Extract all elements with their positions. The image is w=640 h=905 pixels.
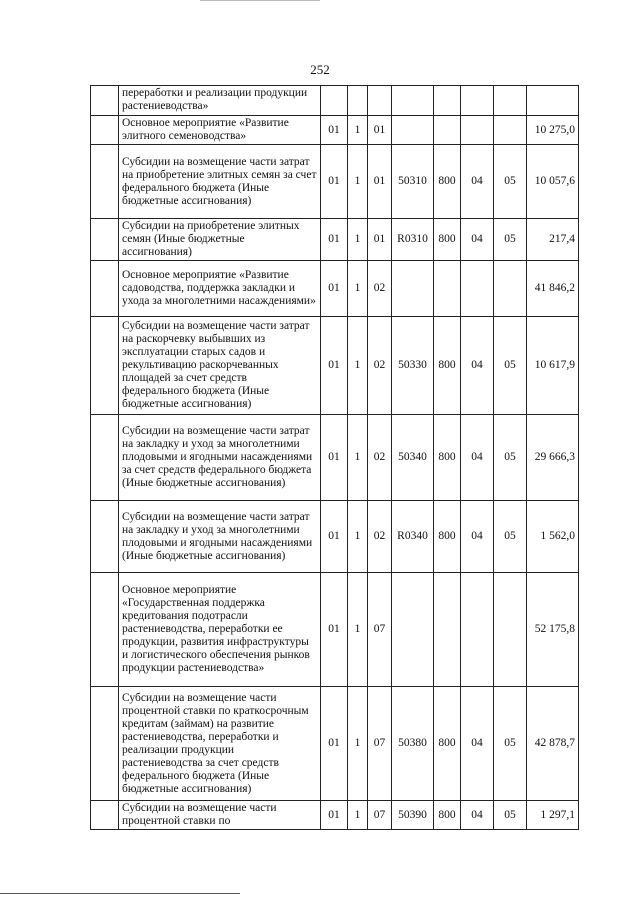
code-cell: 01 (321, 801, 348, 830)
table-row (91, 801, 579, 830)
section-cell (461, 573, 494, 687)
blank-cell (91, 116, 119, 145)
expense-type-cell: 800 (434, 145, 461, 219)
blank-cell (91, 415, 119, 501)
table-row (91, 86, 579, 116)
target-article-cell: R0340 (392, 501, 434, 573)
description-cell: Субсидии на возмещение части процентной ставки по краткосрочным кредитам (займам) на развитие растениеводства, переработки и реализации продукции растениеводства за счет средств федерального бюджета (Иные бюджетные ассигнования) (119, 687, 321, 801)
subsection-cell: 05 (494, 687, 527, 801)
table-row (91, 415, 579, 501)
subsection-cell (494, 86, 527, 116)
section-cell: 04 (461, 687, 494, 801)
expense-type-cell: 800 (434, 415, 461, 501)
expense-type-cell (434, 86, 461, 116)
target-article-cell: 50330 (392, 317, 434, 415)
subsection-cell: 05 (494, 317, 527, 415)
scan-artifact-bottom (0, 893, 240, 894)
blank-cell (91, 687, 119, 801)
expense-type-cell (434, 116, 461, 145)
target-article-cell (392, 86, 434, 116)
section-cell: 04 (461, 317, 494, 415)
blank-cell (91, 573, 119, 687)
code-cell: 01 (321, 415, 348, 501)
description-cell: Субсидии на возмещение части затрат на раскорчевку выбывших из эксплуатации старых садов и рекультивацию раскорчеванных площадей за счет средств федерального бюджета (Иные бюджетные ассигнования) (119, 317, 321, 415)
code-cell: 01 (321, 573, 348, 687)
table-body (91, 86, 579, 830)
blank-cell (91, 317, 119, 415)
expense-type-cell: 800 (434, 687, 461, 801)
code-cell: 01 (321, 145, 348, 219)
code-cell: 01 (368, 145, 392, 219)
code-cell: 1 (348, 501, 368, 573)
subsection-cell: 05 (494, 415, 527, 501)
description-cell: переработки и реализации продукции растениеводства» (119, 86, 321, 116)
amount-cell: 41 846,2 (527, 261, 579, 317)
subsection-cell: 05 (494, 219, 527, 261)
amount-cell: 29 666,3 (527, 415, 579, 501)
code-cell (321, 86, 348, 116)
section-cell: 04 (461, 219, 494, 261)
code-cell: 1 (348, 145, 368, 219)
code-cell (368, 86, 392, 116)
table-row (91, 317, 579, 415)
code-cell: 02 (368, 415, 392, 501)
description-cell: Субсидии на возмещение части затрат на закладку и уход за многолетними плодовыми и ягодными насаждениями (Иные бюджетные ассигнования) (119, 501, 321, 573)
code-cell: 1 (348, 801, 368, 830)
target-article-cell: R0310 (392, 219, 434, 261)
expense-type-cell (434, 261, 461, 317)
code-cell: 01 (321, 317, 348, 415)
code-cell: 02 (368, 261, 392, 317)
code-cell: 1 (348, 573, 368, 687)
amount-cell: 1 562,0 (527, 501, 579, 573)
section-cell (461, 116, 494, 145)
blank-cell (91, 801, 119, 830)
code-cell: 1 (348, 116, 368, 145)
amount-cell: 42 878,7 (527, 687, 579, 801)
section-cell: 04 (461, 801, 494, 830)
code-cell: 1 (348, 687, 368, 801)
description-cell: Субсидии на возмещение части процентной ставки по (119, 801, 321, 830)
expense-type-cell: 800 (434, 501, 461, 573)
target-article-cell: 50380 (392, 687, 434, 801)
code-cell: 01 (368, 219, 392, 261)
subsection-cell (494, 261, 527, 317)
target-article-cell (392, 116, 434, 145)
subsection-cell (494, 573, 527, 687)
code-cell: 01 (368, 116, 392, 145)
page-number: 252 (310, 62, 330, 77)
code-cell: 02 (368, 317, 392, 415)
table-row (91, 219, 579, 261)
blank-cell (91, 501, 119, 573)
description-cell: Субсидии на приобретение элитных семян (Иные бюджетные ассигнования) (119, 219, 321, 261)
blank-cell (91, 219, 119, 261)
subsection-cell: 05 (494, 501, 527, 573)
scan-artifact-top (200, 0, 320, 4)
section-cell: 04 (461, 145, 494, 219)
amount-cell: 10 617,9 (527, 317, 579, 415)
target-article-cell: 50340 (392, 415, 434, 501)
amount-cell: 1 297,1 (527, 801, 579, 830)
amount-cell: 52 175,8 (527, 573, 579, 687)
section-cell (461, 261, 494, 317)
section-cell (461, 86, 494, 116)
description-cell: Основное мероприятие «Государственная поддержка кредитования подотрасли растениеводства, переработки ее продукции, развития инфраструктуры и логистического обеспечения рынков продукции растениеводства» (119, 573, 321, 687)
code-cell (348, 86, 368, 116)
budget-table (90, 85, 579, 830)
code-cell: 1 (348, 219, 368, 261)
code-cell: 01 (321, 501, 348, 573)
blank-cell (91, 145, 119, 219)
code-cell: 1 (348, 317, 368, 415)
code-cell: 01 (321, 261, 348, 317)
expense-type-cell: 800 (434, 219, 461, 261)
blank-cell (91, 261, 119, 317)
target-article-cell (392, 261, 434, 317)
table-row (91, 261, 579, 317)
code-cell: 02 (368, 501, 392, 573)
code-cell: 07 (368, 801, 392, 830)
description-cell: Субсидии на возмещение части затрат на приобретение элитных семян за счет федерального бюджета (Иные бюджетные ассигнования) (119, 145, 321, 219)
target-article-cell (392, 573, 434, 687)
amount-cell: 217,4 (527, 219, 579, 261)
code-cell: 07 (368, 687, 392, 801)
expense-type-cell (434, 573, 461, 687)
code-cell: 1 (348, 261, 368, 317)
amount-cell: 10 057,6 (527, 145, 579, 219)
section-cell: 04 (461, 501, 494, 573)
amount-cell (527, 86, 579, 116)
table-row (91, 687, 579, 801)
subsection-cell: 05 (494, 801, 527, 830)
description-cell: Основное мероприятие «Развитие элитного семеноводства» (119, 116, 321, 145)
code-cell: 07 (368, 573, 392, 687)
blank-cell (91, 86, 119, 116)
code-cell: 01 (321, 116, 348, 145)
table-row (91, 145, 579, 219)
expense-type-cell: 800 (434, 317, 461, 415)
amount-cell: 10 275,0 (527, 116, 579, 145)
section-cell: 04 (461, 415, 494, 501)
target-article-cell: 50390 (392, 801, 434, 830)
subsection-cell (494, 116, 527, 145)
table-row (91, 116, 579, 145)
code-cell: 01 (321, 219, 348, 261)
code-cell: 1 (348, 415, 368, 501)
table-row (91, 573, 579, 687)
table-row (91, 501, 579, 573)
description-cell: Субсидии на возмещение части затрат на закладку и уход за многолетними плодовыми и ягодными насаждениями за счет средств федерального бюджета (Иные бюджетные ассигнования) (119, 415, 321, 501)
target-article-cell: 50310 (392, 145, 434, 219)
subsection-cell: 05 (494, 145, 527, 219)
code-cell: 01 (321, 687, 348, 801)
expense-type-cell: 800 (434, 801, 461, 830)
description-cell: Основное мероприятие «Развитие садоводства, поддержка закладки и ухода за многолетними насаждениями» (119, 261, 321, 317)
